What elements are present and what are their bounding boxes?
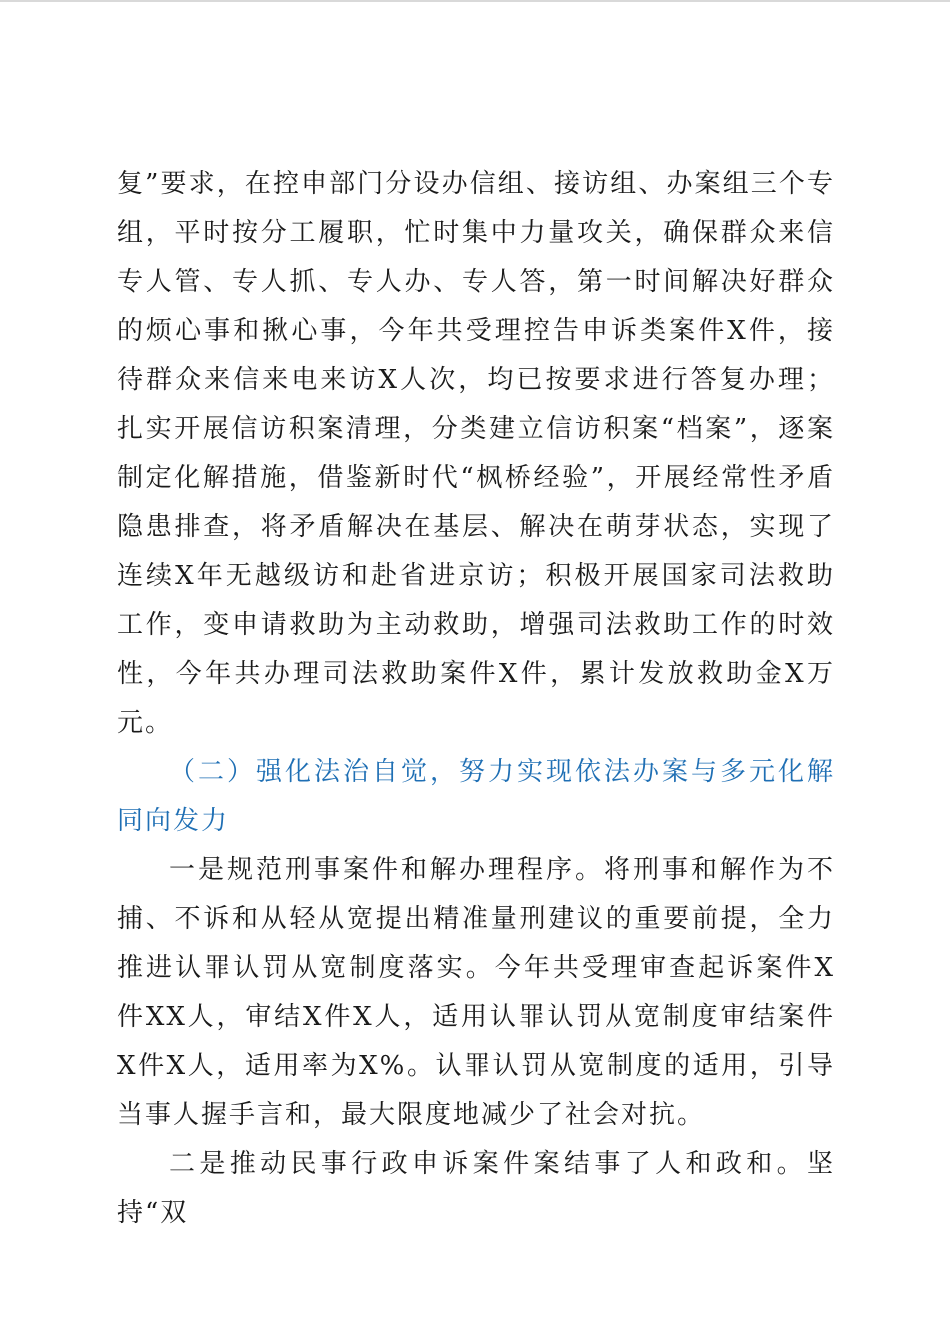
page-top-rule	[0, 0, 950, 2]
body-paragraph: 二是推动民事行政申诉案件案结事了人和政和。坚持“双	[117, 1149, 835, 1228]
document-page	[117, 160, 835, 1238]
body-paragraph: 一是规范刑事案件和解办理程序。将刑事和解作为不捕、不诉和从轻从宽提出精准量刑建议的重要前提，全力推进认罪认罚从宽制度落实。今年共受理审查起诉案件X件XX人，审结X件X人，适用认罪认罚从宽制度审结案件X件X人，适用率为X%。认罪认罚从宽制度的适用，引导当事人握手言和，最大限度地减少了社会对抗。	[117, 855, 835, 1130]
body-paragraph-continued: 复”要求，在控申部门分设办信组、接访组、办案组三个专组，平时按分工履职，忙时集中力量攻关，确保群众来信专人管、专人抓、专人办、专人答，第一时间解决好群众的烦心事和揪心事，今年共受理控告申诉类案件X件，接待群众来信来电来访X人次，均已按要求进行答复办理；扎实开展信访积案清理，分类建立信访积案“档案”，逐案制定化解措施，借鉴新时代“枫桥经验”，开展经常性矛盾隐患排查，将矛盾解决在基层、解决在萌芽状态，实现了连续X年无越级访和赴省进京访；积极开展国家司法救助工作，变申请救助为主动救助，增强司法救助工作的时效性，今年共办理司法救助案件X件，累计发放救助金X万元。	[117, 169, 835, 738]
section-heading: （二）强化法治自觉，努力实现依法办案与多元化解同向发力	[117, 757, 835, 836]
